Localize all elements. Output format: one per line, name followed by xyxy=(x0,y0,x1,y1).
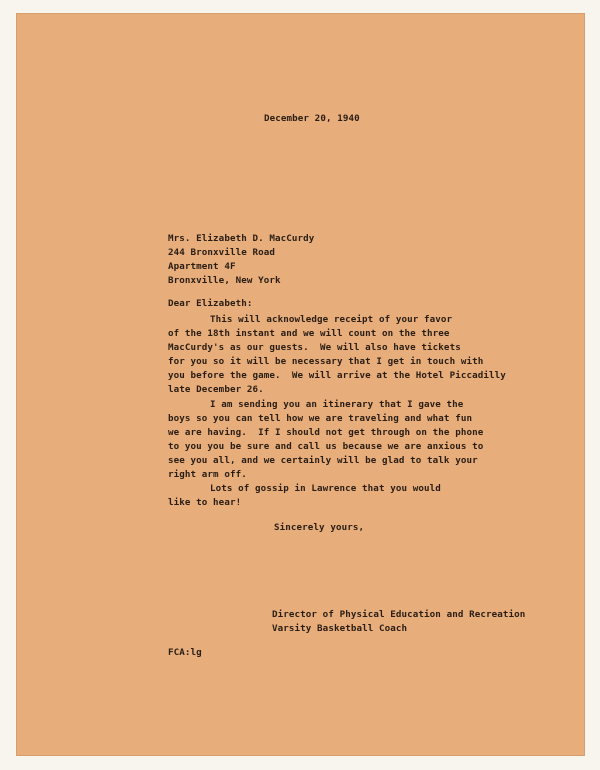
paragraph-1-line: you before the game. We will arrive at the Hotel Piccadilly xyxy=(168,370,506,381)
paragraph-1-line: of the 18th instant and we will count on the three xyxy=(168,328,450,339)
paragraph-2-line: to you you be sure and call us because we are anxious to xyxy=(168,441,484,452)
paragraph-2-line: we are having. If I should not get through on the phone xyxy=(168,427,484,438)
paragraph-2-line: see you all, and we certainly will be glad to talk your xyxy=(168,455,478,466)
paragraph-2-line: boys so you can tell how we are traveling and what fun xyxy=(168,413,473,424)
paragraph-1-line: This will acknowledge receipt of your favor xyxy=(210,314,453,325)
paragraph-1-line: MacCurdy's as our guests. We will also have tickets xyxy=(168,342,461,353)
reference-initials: FCA:lg xyxy=(168,647,202,658)
recipient-line: Apartment 4F xyxy=(168,261,236,272)
paragraph-3-line: like to hear! xyxy=(168,497,242,508)
paragraph-1-line: for you so it will be necessary that I get in touch with xyxy=(168,356,484,367)
paragraph-3-line: Lots of gossip in Lawrence that you would xyxy=(210,483,441,494)
letter-paper xyxy=(16,13,585,756)
letter-date: December 20, 1940 xyxy=(264,113,360,124)
salutation: Dear Elizabeth: xyxy=(168,298,253,309)
paragraph-1-line: late December 26. xyxy=(168,384,264,395)
recipient-line: Bronxville, New York xyxy=(168,275,281,286)
signature-title: Director of Physical Education and Recreation xyxy=(272,609,526,620)
recipient-line: 244 Bronxville Road xyxy=(168,247,275,258)
signature-title: Varsity Basketball Coach xyxy=(272,623,408,634)
closing: Sincerely yours, xyxy=(274,522,365,533)
paragraph-2-line: I am sending you an itinerary that I gave the xyxy=(210,399,464,410)
paragraph-2-line: right arm off. xyxy=(168,469,247,480)
recipient-line: Mrs. Elizabeth D. MacCurdy xyxy=(168,233,315,244)
